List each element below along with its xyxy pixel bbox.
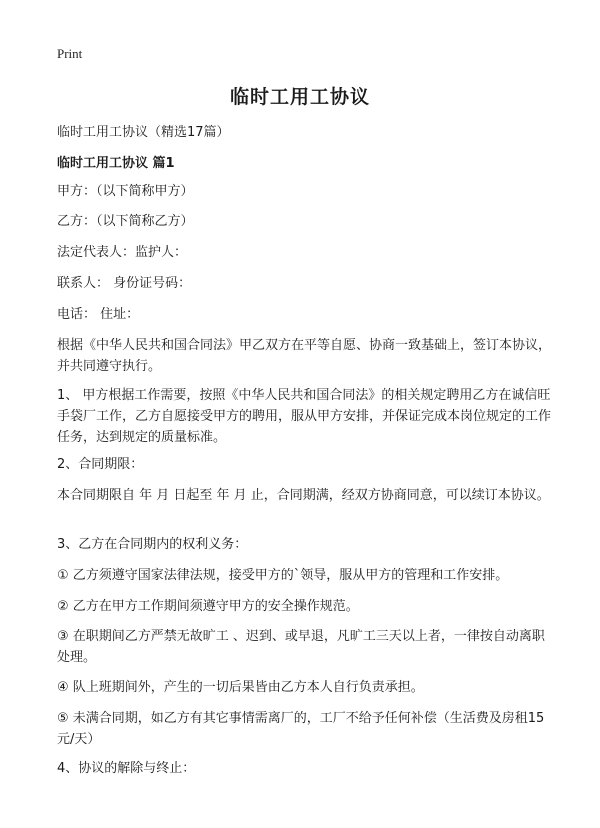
paragraph-clause-3-heading: 3、乙方在合同期内的权利义务：: [57, 537, 248, 552]
paragraph-party-a: 甲方：（以下简称甲方）: [57, 184, 194, 199]
section-heading: 临时工用工协议 篇1: [57, 156, 175, 171]
document-subtitle: 临时工用工协议（精选17篇）: [57, 125, 230, 140]
paragraph-duty-4: ④ 队上班期间外，产生的一切后果皆由乙方本人自行负责承担。: [57, 680, 424, 695]
paragraph-representative: 法定代表人：监护人：: [57, 245, 188, 260]
print-link[interactable]: Print: [57, 46, 83, 61]
paragraph-duty-1: ① 乙方须遵守国家法律法规，接受甲方的`领导，服从甲方的管理和工作安排。: [57, 568, 509, 583]
document-title: 临时工用工协议: [229, 86, 370, 108]
paragraph-phone-address: 电话： 住址：: [57, 307, 140, 322]
paragraph-contract-term: 本合同期限自 年 月 日起至 年 月 止，合同期满，经双方协商同意，可以续订本协议。: [57, 488, 550, 503]
paragraph-clause-4-heading: 4、协议的解除与终止：: [57, 761, 196, 776]
paragraph-duty-2: ② 乙方在甲方工作期间须遵守甲方的安全操作规范。: [57, 599, 359, 614]
paragraph-preamble: 根据《中华人民共和国合同法》甲乙双方在平等自愿、协商一致基础上，签订本协议，并共同遵守执行。: [57, 338, 552, 374]
paragraph-clause-1: 1、 甲方根据工作需要，按照《中华人民共和国合同法》的相关规定聘用乙方在诚信旺手袋厂工作，乙方自愿接受甲方的聘用，服从甲方安排，并保证完成本岗位规定的工作任务，达到规定的质量标准。: [57, 388, 552, 445]
paragraph-duty-5: ⑤ 未满合同期，如乙方有其它事情需离厂的，工厂不给予任何补偿（生活费及房租15元/天）: [57, 711, 545, 747]
paragraph-duty-3: ③ 在职期间乙方严禁无故旷工 、迟到、或早退，凡旷工三天以上者，一律按自动离职处理。: [57, 629, 545, 665]
paragraph-party-b: 乙方：（以下简称乙方）: [57, 214, 194, 229]
paragraph-contact: 联系人： 身份证号码：: [57, 276, 192, 291]
paragraph-clause-2-heading: 2、合同期限：: [57, 457, 144, 472]
